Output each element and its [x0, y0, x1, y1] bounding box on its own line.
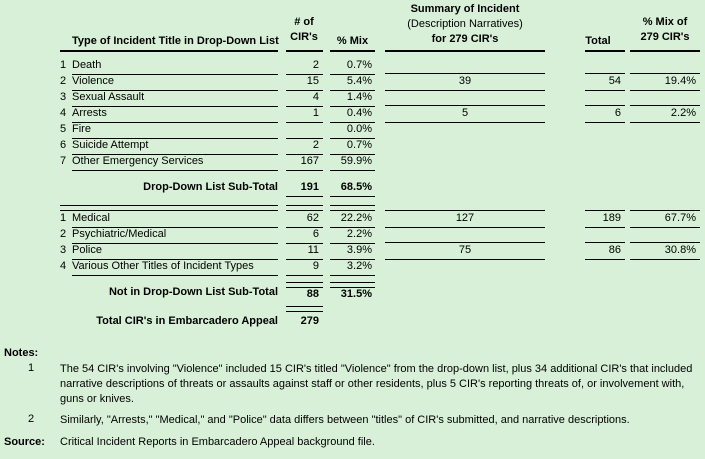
- row-mix279: 19.4%: [664, 75, 696, 87]
- row-mix: 0.7%: [346, 59, 372, 71]
- row-number: 6: [60, 139, 67, 151]
- row-cirs: 4: [312, 91, 319, 103]
- row-summary: 75: [458, 244, 472, 256]
- row-label: Police: [72, 244, 102, 256]
- row-mix: 5.4%: [346, 75, 372, 87]
- row-number: 2: [60, 228, 67, 240]
- row-mix279: 67.7%: [664, 212, 696, 224]
- header-cirs-line2: CIR's: [290, 31, 318, 43]
- summary-rule: [585, 105, 625, 106]
- summary-rule: [630, 259, 700, 260]
- row-rule: [286, 122, 323, 123]
- row-total: 6: [614, 107, 621, 119]
- row-label: Psychiatric/Medical: [72, 228, 167, 240]
- summary-rule: [385, 122, 545, 123]
- row-label: Various Other Titles of Incident Types: [72, 260, 254, 272]
- row-summary: 5: [461, 107, 469, 119]
- dropdown-subtotal-cirs: 191: [300, 181, 319, 193]
- header-cirs-line1: # of: [294, 16, 314, 28]
- summary-rule: [385, 227, 545, 228]
- header-rule: [385, 50, 545, 52]
- summary-rule: [630, 73, 700, 74]
- row-label: Suicide Attempt: [72, 139, 149, 151]
- other-subtotal-label: Not in Drop-Down List Sub-Total: [108, 286, 278, 298]
- header-mix: % Mix: [336, 35, 369, 47]
- row-mix: 0.7%: [346, 139, 372, 151]
- row-label: Medical: [72, 212, 110, 224]
- row-total: 189: [602, 212, 621, 224]
- row-cirs: 6: [312, 228, 319, 240]
- header-summary-line2: (Description Narratives): [407, 18, 523, 30]
- row-number: 1: [60, 212, 67, 224]
- row-rule: [330, 275, 375, 276]
- double-rule: [60, 205, 278, 211]
- row-number: 3: [60, 244, 67, 256]
- note-number: 1: [28, 362, 35, 374]
- row-number: 3: [60, 91, 67, 103]
- double-rule: [286, 205, 323, 211]
- row-label: Fire: [72, 123, 91, 135]
- summary-rule: [585, 122, 625, 123]
- row-mix: 59.9%: [340, 155, 372, 167]
- summary-rule: [385, 105, 545, 106]
- row-label: Arrests: [72, 107, 107, 119]
- summary-rule: [385, 90, 545, 91]
- row-total: 86: [608, 244, 621, 256]
- other-subtotal-mix: 31.5%: [340, 288, 372, 300]
- note-number: 2: [28, 413, 35, 425]
- row-mix: 0.0%: [346, 123, 372, 135]
- source-text: Critical Incident Reports in Embarcadero Appeal background file.: [60, 436, 375, 448]
- dropdown-subtotal-label: Drop-Down List Sub-Total: [143, 181, 278, 193]
- row-label: Other Emergency Services: [72, 155, 204, 167]
- row-cirs: 2: [312, 59, 319, 71]
- subtotal-rule: [330, 196, 375, 197]
- summary-rule: [630, 227, 700, 228]
- header-total: Total: [585, 35, 611, 47]
- row-mix: 3.2%: [346, 260, 372, 272]
- row-number: 2: [60, 75, 67, 87]
- summary-rule: [585, 259, 625, 260]
- row-number: 5: [60, 123, 67, 135]
- summary-rule: [585, 90, 625, 91]
- header-rule: [330, 50, 375, 52]
- row-mix: 3.9%: [346, 244, 372, 256]
- row-cirs: 9: [312, 260, 319, 272]
- row-total: 54: [608, 75, 621, 87]
- row-cirs: 15: [306, 75, 319, 87]
- row-rule: [286, 275, 323, 276]
- row-mix279: 2.2%: [670, 107, 696, 119]
- header-mix279-line2: 279 CIR's: [640, 31, 690, 43]
- row-mix: 22.2%: [340, 212, 372, 224]
- summary-rule: [385, 73, 545, 74]
- row-mix: 2.2%: [346, 228, 372, 240]
- summary-rule: [630, 105, 700, 106]
- header-type-title: Type of Incident Title in Drop-Down List: [72, 35, 279, 47]
- row-mix: 1.4%: [346, 91, 372, 103]
- header-rule: [286, 50, 323, 52]
- row-rule: [72, 170, 278, 171]
- row-number: 4: [60, 260, 67, 272]
- row-rule: [72, 275, 278, 276]
- summary-rule: [585, 73, 625, 74]
- row-number: 1: [60, 59, 67, 71]
- row-cirs: 62: [306, 212, 319, 224]
- row-cirs: 1: [312, 107, 319, 119]
- subtotal-rule: [286, 196, 323, 197]
- note-text: The 54 CIR's involving "Violence" included 15 CIR's titled "Violence" from the drop-down list, plus 34 additional CIR's that included narrative descriptions of threats or assaults against staff or other residents, plus 5 CIR's reporting threats of, or involvement with, guns or knives.: [60, 363, 693, 405]
- row-summary: 127: [455, 212, 475, 224]
- double-rule: [286, 306, 323, 312]
- grand-total-cirs: 279: [300, 315, 319, 327]
- row-mix279: 30.8%: [664, 244, 696, 256]
- summary-rule: [385, 242, 545, 243]
- row-label: Death: [72, 59, 102, 71]
- row-cirs: 11: [307, 244, 319, 256]
- row-number: 7: [60, 155, 67, 167]
- row-label: Violence: [72, 75, 114, 87]
- summary-rule: [630, 122, 700, 123]
- summary-rule: [385, 259, 545, 260]
- grand-total-label: Total CIR's in Embarcadero Appeal: [96, 315, 278, 327]
- other-subtotal-cirs: 88: [306, 288, 319, 300]
- row-summary: 39: [458, 75, 472, 87]
- row-number: 4: [60, 107, 67, 119]
- source-label: Source:: [4, 436, 45, 448]
- row-cirs: 167: [300, 155, 319, 167]
- row-rule: [286, 170, 323, 171]
- header-mix279-line1: % Mix of: [642, 16, 688, 28]
- summary-rule: [630, 210, 700, 211]
- header-summary-line3: for 279 CIR's: [431, 33, 499, 45]
- dropdown-subtotal-mix: 68.5%: [340, 181, 372, 193]
- summary-rule: [630, 242, 700, 243]
- header-summary-line1: Summary of Incident: [410, 3, 520, 15]
- header-rule: [60, 50, 278, 52]
- row-rule: [330, 170, 375, 171]
- summary-rule: [585, 242, 625, 243]
- notes-title: Notes:: [4, 347, 39, 359]
- double-rule: [330, 205, 375, 211]
- header-rule: [630, 50, 700, 52]
- summary-rule: [585, 210, 625, 211]
- row-cirs: 2: [312, 139, 319, 151]
- row-mix: 0.4%: [346, 107, 372, 119]
- note-text: Similarly, "Arrests," "Medical," and "Police" data differs between "titles" of CIR's submitted, and narrative descriptions.: [60, 414, 630, 426]
- row-label: Sexual Assault: [72, 91, 145, 103]
- header-rule: [585, 50, 625, 52]
- summary-rule: [385, 210, 545, 211]
- summary-rule: [630, 90, 700, 91]
- summary-rule: [585, 227, 625, 228]
